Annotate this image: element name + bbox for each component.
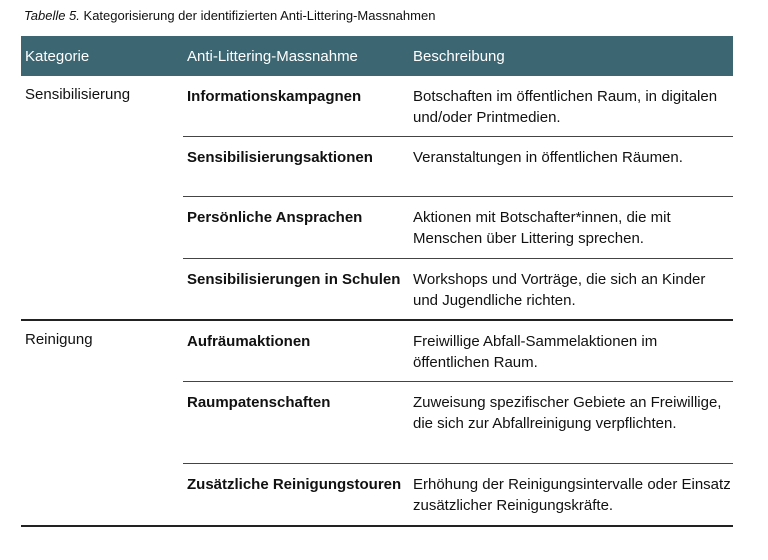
caption-label: Tabelle 5. [24, 8, 80, 23]
description-cell: Aktionen mit Botschafter*innen, die mit Menschen über Littering sprechen. [413, 209, 671, 247]
table-group-sensibilisierung [21, 76, 733, 321]
table-row [183, 382, 733, 464]
measures-table [21, 36, 733, 527]
description-cell: Erhöhung der Reinigungsintervalle oder Einsatz zusätzlicher Reinigungskräfte. [413, 476, 731, 514]
header-measure: Anti-Littering-Massnahme [187, 47, 358, 65]
table-row [183, 76, 733, 137]
description-cell: Workshops und Vorträge, die sich an Kinder und Jugendliche richten. [413, 271, 706, 309]
table-header [21, 36, 733, 76]
header-category: Kategorie [25, 47, 90, 65]
measure-cell: Persönliche Ansprachen [187, 209, 363, 226]
group-category: Sensibilisierung [25, 86, 131, 103]
table-group-reinigung [21, 321, 733, 527]
measure-cell: Zusätzliche Reinigungstouren [187, 476, 402, 493]
table-row [183, 464, 733, 525]
group-rows [183, 76, 733, 319]
table-caption [24, 8, 435, 23]
measure-cell: Aufräumaktionen [187, 333, 311, 350]
table-row [183, 321, 733, 382]
description-cell: Veranstaltungen in öffentlichen Räumen. [413, 149, 683, 166]
measure-cell: Sensibilisierungsaktionen [187, 149, 373, 166]
description-cell: Zuweisung spezifischer Gebiete an Freiwillige, die sich zur Abfallreinigung verpflichten. [413, 394, 722, 432]
table-row [183, 259, 733, 319]
description-cell: Botschaften im öffentlichen Raum, in digitalen und/oder Printmedien. [413, 88, 718, 126]
description-cell: Freiwillige Abfall-Sammelaktionen im öffentlichen Raum. [413, 333, 658, 371]
measure-cell: Sensibilisierungen in Schulen [187, 271, 401, 288]
caption-text: Kategorisierung der identifizierten Anti-Littering-Massnahmen [79, 8, 436, 23]
group-rows [183, 321, 733, 525]
table-row [183, 137, 733, 197]
table-row [183, 197, 733, 259]
measure-cell: Raumpatenschaften [187, 394, 331, 411]
group-category: Reinigung [25, 331, 93, 348]
measure-cell: Informationskampagnen [187, 88, 362, 105]
header-description: Beschreibung [413, 47, 505, 65]
